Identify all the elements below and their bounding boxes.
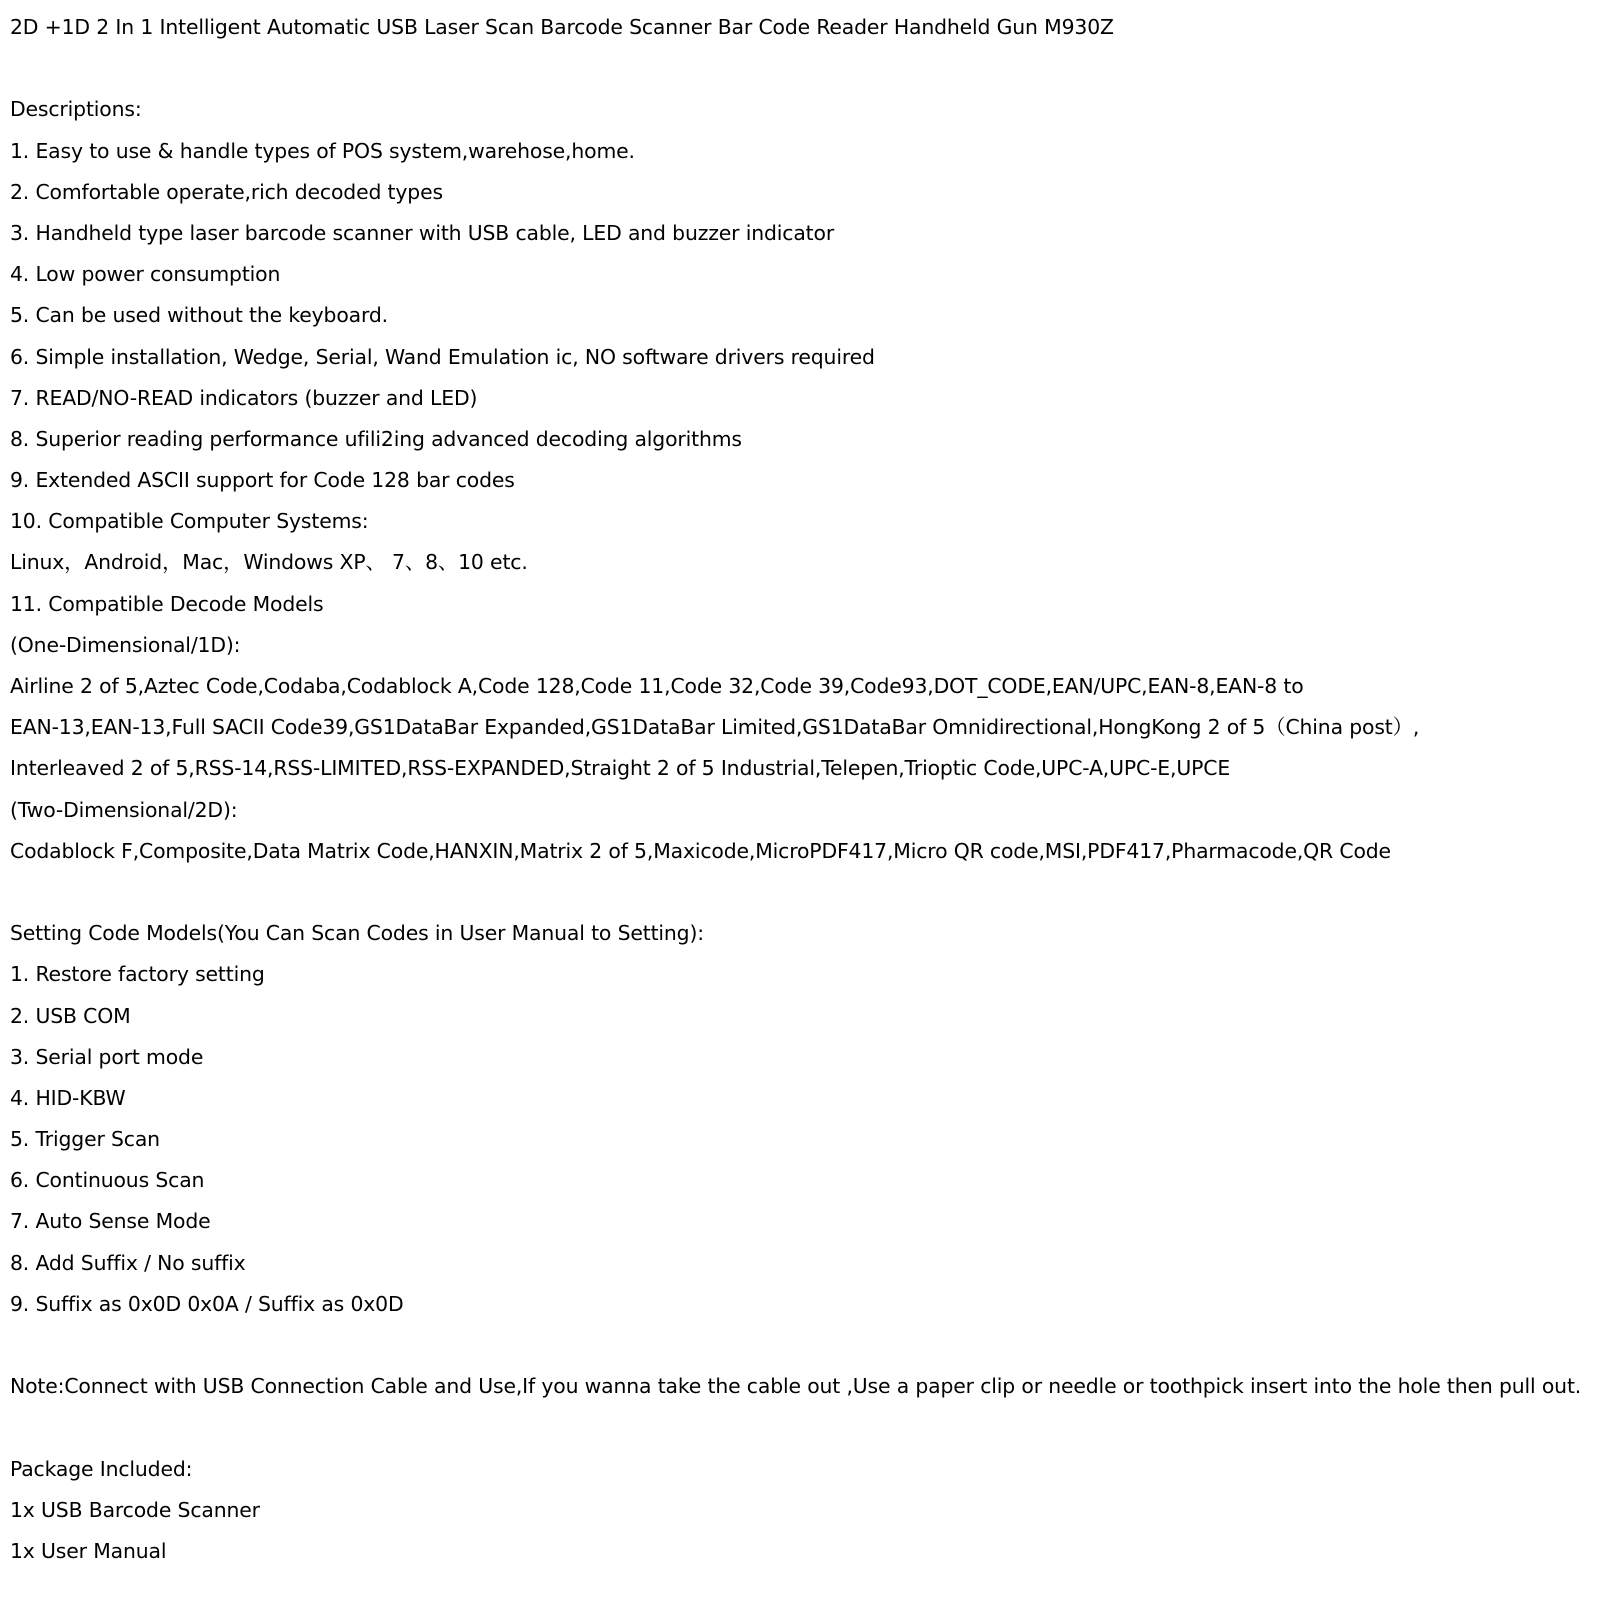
description-item: 7. READ/NO-READ indicators (buzzer and LED) bbox=[10, 385, 478, 410]
description-item: 11. Compatible Decode Models bbox=[10, 591, 324, 616]
descriptions-section bbox=[10, 89, 1600, 872]
setting-codes-heading: Setting Code Models(You Can Scan Codes in User Manual to Setting): bbox=[10, 921, 704, 946]
setting-code-item: 6. Continuous Scan bbox=[10, 1168, 205, 1193]
one-dimensional-codes-line-3: Interleaved 2 of 5,RSS-14,RSS-LIMITED,RSS-EXPANDED,Straight 2 of 5 Industrial,Telepen,Trioptic Code,UPC-A,UPC-E,UPCE bbox=[10, 756, 1231, 781]
two-dimensional-heading: (Two-Dimensional/2D): bbox=[10, 797, 238, 822]
description-item: 3. Handheld type laser barcode scanner with USB cable, LED and buzzer indicator bbox=[10, 220, 835, 245]
description-item: 10. Compatible Computer Systems: bbox=[10, 509, 369, 534]
setting-code-item: 8. Add Suffix / No suffix bbox=[10, 1250, 246, 1275]
setting-code-item: 7. Auto Sense Mode bbox=[10, 1209, 211, 1234]
setting-codes-section bbox=[10, 913, 1600, 1325]
spacer bbox=[10, 48, 1600, 89]
spacer bbox=[10, 1325, 1600, 1366]
two-dimensional-codes: Codablock F,Composite,Data Matrix Code,HANXIN,Matrix 2 of 5,Maxicode,MicroPDF417,Micro QR code,MSI,PDF417,Pharmacode,QR Code bbox=[10, 838, 1391, 863]
compatible-systems-list: Linux，Android，Mac，Windows XP、 7、8、10 etc. bbox=[10, 550, 528, 575]
package-section bbox=[10, 1449, 1600, 1573]
description-item: 2. Comfortable operate,rich decoded types bbox=[10, 179, 443, 204]
one-dimensional-heading: (One-Dimensional/1D): bbox=[10, 632, 241, 657]
one-dimensional-codes-line-2: EAN-13,EAN-13,Full SACII Code39,GS1DataBar Expanded,GS1DataBar Limited,GS1DataBar Omnidirectional,HongKong 2 of 5（China post）, bbox=[10, 715, 1420, 740]
package-item: 1x USB Barcode Scanner bbox=[10, 1497, 260, 1522]
setting-code-item: 1. Restore factory setting bbox=[10, 962, 265, 987]
product-description-document bbox=[10, 7, 1600, 1572]
description-item: 9. Extended ASCII support for Code 128 bar codes bbox=[10, 468, 515, 493]
setting-code-item: 5. Trigger Scan bbox=[10, 1127, 160, 1152]
setting-code-item: 2. USB COM bbox=[10, 1003, 131, 1028]
description-item: 4. Low power consumption bbox=[10, 262, 281, 287]
description-item: 6. Simple installation, Wedge, Serial, Wand Emulation ic, NO software drivers required bbox=[10, 344, 875, 369]
spacer bbox=[10, 1407, 1600, 1448]
package-item: 1x User Manual bbox=[10, 1538, 167, 1563]
package-heading: Package Included: bbox=[10, 1456, 193, 1481]
setting-code-item: 4. HID-KBW bbox=[10, 1085, 126, 1110]
usage-note: Note:Connect with USB Connection Cable and Use,If you wanna take the cable out ,Use a paper clip or needle or toothpick insert into the hole then pull out. bbox=[10, 1374, 1582, 1399]
one-dimensional-codes-line-1: Airline 2 of 5,Aztec Code,Codaba,Codablock A,Code 128,Code 11,Code 32,Code 39,Code93,DOT_CODE,EAN/UPC,EAN-8,EAN-8 to bbox=[10, 674, 1304, 698]
setting-code-item: 3. Serial port mode bbox=[10, 1044, 204, 1069]
description-item: 8. Superior reading performance ufili2ing advanced decoding algorithms bbox=[10, 426, 742, 451]
description-item: 5. Can be used without the keyboard. bbox=[10, 303, 388, 328]
descriptions-heading: Descriptions: bbox=[10, 97, 142, 122]
spacer bbox=[10, 872, 1600, 913]
product-title: 2D +1D 2 In 1 Intelligent Automatic USB Laser Scan Barcode Scanner Bar Code Reader Handheld Gun M930Z bbox=[10, 15, 1114, 39]
setting-code-item: 9. Suffix as 0x0D 0x0A / Suffix as 0x0D bbox=[10, 1291, 404, 1316]
description-item: 1. Easy to use & handle types of POS system,warehose,home. bbox=[10, 138, 635, 163]
